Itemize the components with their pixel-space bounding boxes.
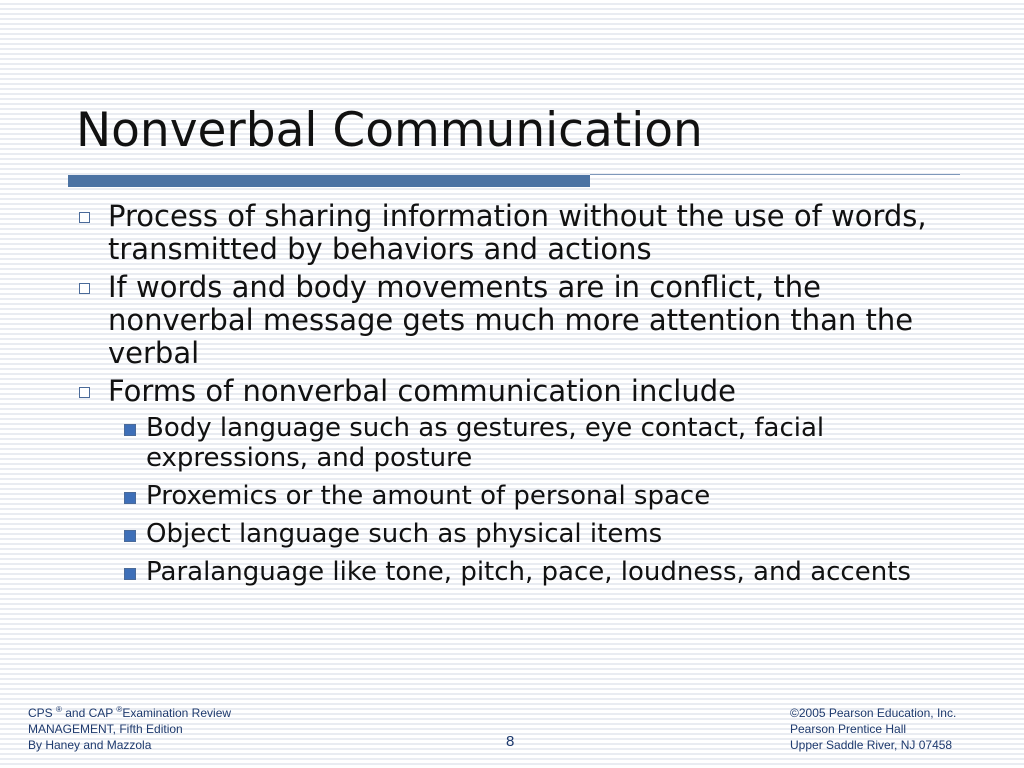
footer-cps-text: CPS [28, 706, 57, 720]
bullet-text: If words and body movements are in conflict, the nonverbal message gets much more attention than the verbal [108, 270, 914, 370]
title-underline-bar [68, 175, 590, 187]
slide-title: Nonverbal Communication [76, 103, 703, 158]
bullet-text: Process of sharing information without the use of words, transmitted by behaviors and actions [108, 199, 927, 266]
footer-copyright: ©2005 Pearson Education, Inc. [790, 706, 957, 720]
bullet-item [72, 200, 972, 266]
hollow-square-bullet-icon [79, 212, 90, 223]
title-underline-line [590, 174, 960, 175]
sub-bullet-item [108, 557, 972, 587]
footer-publisher: Pearson Prentice Hall [790, 722, 907, 736]
bullet-item [72, 375, 972, 587]
filled-square-bullet-icon [124, 492, 136, 504]
footer-exam-text: Examination Review [122, 706, 232, 720]
bullet-text: Forms of nonverbal communication include [108, 374, 736, 408]
filled-square-bullet-icon [124, 424, 136, 436]
sub-bullet-text: Object language such as physical items [146, 519, 663, 549]
hollow-square-bullet-icon [79, 387, 90, 398]
footer-cap-text: and CAP [61, 706, 117, 720]
sub-bullet-text: Proxemics or the amount of personal space [146, 481, 711, 511]
registered-mark: ® [116, 705, 123, 714]
sub-bullet-text: Paralanguage like tone, pitch, pace, loudness, and accents [146, 557, 911, 587]
bullet-item [72, 271, 972, 370]
sub-bullet-item [108, 519, 972, 549]
page-number: 8 [506, 733, 515, 750]
footer-authors: By Haney and Mazzola [28, 738, 152, 752]
footer-book-info [28, 705, 231, 753]
footer-book-title [28, 705, 231, 721]
sub-bullet-item [108, 413, 972, 473]
filled-square-bullet-icon [124, 568, 136, 580]
footer-publisher-info [790, 705, 956, 753]
footer-address: Upper Saddle River, NJ 07458 [790, 738, 953, 752]
sub-bullet-list [108, 413, 972, 587]
sub-bullet-text: Body language such as gestures, eye contact, facial expressions, and posture [146, 413, 825, 473]
registered-mark: ® [56, 705, 62, 714]
hollow-square-bullet-icon [79, 283, 90, 294]
bullet-list [72, 200, 972, 595]
footer-edition: MANAGEMENT, Fifth Edition [28, 722, 183, 736]
filled-square-bullet-icon [124, 530, 136, 542]
sub-bullet-item [108, 481, 972, 511]
